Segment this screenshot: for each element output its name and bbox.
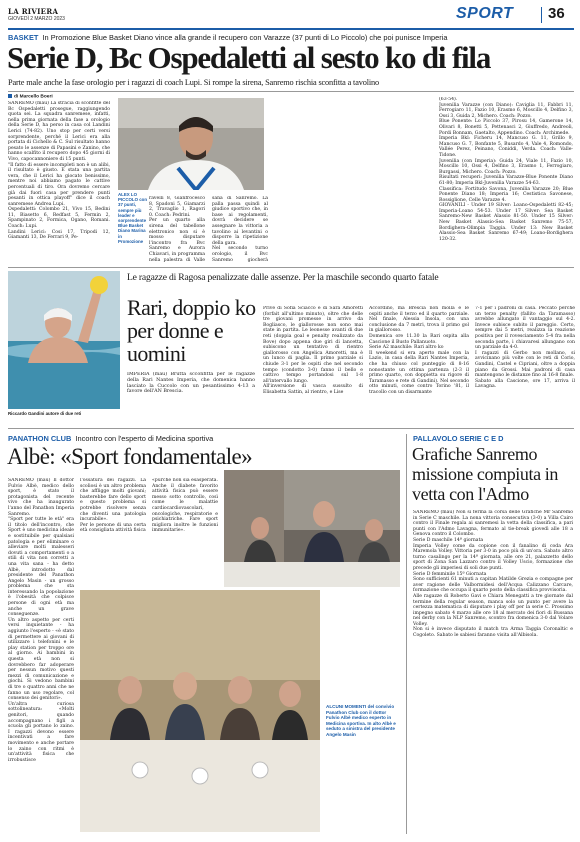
panathon-photo-caption: ALCUNI MOMENTI del convivio Panathon Club con il dottor Fulvio Albè medico esperto in Medicina sportiva. In alto Albè e seduto a sinistra del presidente Angelo Masin (326, 704, 396, 737)
pallavolo-kicker: PALLAVOLO SERIE C E D (413, 434, 504, 443)
panathon-col2: l'ossatura dei ragazzi. La scoliosi è un altro problema che affligge molti giovani; basterebbe fare dello sport e questo problema si potrebbe risolvere senza che diventi una patologia incurabile». Per le persone di una certa età consigliata attività fisica (80, 478, 146, 534)
top-col4: (63-54). Juvenilia Varazze (con Diano): Caviglia 11, Fabbri 11, Ferrogiaro 11, Fazio 10, Erasmo 6, Moscillo 4, Delfino 3, Ossi 3, Guida 2, Michero. Coach: Pozzo. Blue Ponente: Lo Piccolo 37, Pirosu 14, Gamerone 14, Olivari 8, Bonetti 5, Pettenasci 2, Giuffredo, Andreoli, Pordi Bonnam, Gaetalto, Appendino. Coach: Archimede. Imperia Bkl: Ficheru 14, Mancuso G. 11, Grillo 9, Mancuso G. 7, Bonfante 5, Busardo 4, Vale 4, Romondo, Vallée Perez, Peinano, Coniddi, Verda. Coach: Valle-Tidone. Juvenilia (con Imperia): Guida 24, Viale 11, Fazio 10, Moscillo 10, Ossi 4, Delfino 3, Erasmo 1, Ferrogiaro, Burgassi, Michero. Coach: Pozzo. Risultati recuperi: Juvenilia Varazze-Blue Ponente Diano 61-80; Imperia Bkl-Juvenilia Varazze 54-63. Classifica: Fortitudo Savona, Juvenilia Varazze 20; Blue Ponente Diano 18; Imperia 16; Cestistica Savonese, Rossiglione, Celle Varazze 4. GIOVANILI - Under 19 Silver: Loano-Ospedaletti 82-45; Imperia-Loano 54-53. Under 17 Silver: Sea Basket Sanremo-New Basket Alassio 81-50. Under 15 Silver: New Basket Alassio-Sea Basket Sanremo 75-57, Bordighera-Olimpia Taggia. Under 13: New Basket Alassio-Sea Basket Sanremo 67-49; Loano-Bordighera 120-32. (439, 97, 573, 242)
top-col3-start: sana di Sanremo. La palla passa quindi al giudice sportivo che, in base ai regolamenti, dovrà decidere se assegnare la vittoria a tavolino ai levantini o disporre la ripetizione della gara. Nel secondo turno orologio, il Bvc Sanremo giocherà (212, 196, 268, 262)
panathon-kicker (8, 434, 298, 443)
rari-bottom-rule (8, 428, 574, 429)
pallavolo-col1: SANREMO (mau) Non si ferma la corsa delle Grafiche Mr Sanremo in Serie C maschile. La nona vittoria consecutiva (3-0) a Villa Cairo contro il Finale regala ai sanremesi la vetta della classifica, a pari punti con l'Admo Lavagna, fermato al tie-break giovedì alle 18 a Genova contro il Colombo. Serie D maschile 14ª giornata Imperia Volley come da copione con il fanalino di coda Ara Maremola Volley. Vittoria per 3-0 in poco più di un'ora. Sabato altro turno casalingo per la 14ª giornata, alle ore 21, palazzetto dello sport di Zona San Lazzaro contro il Volley Uscio, formazione che precede gli imperiesi di soli due punti. Serie D femminile 15ª Giornata Sono sufficienti 61 minuti a capitan Matilde Grezia e compagne per aver ragione delle Valbormidesi dell'Acqua Calizzano Carcare, formazione che occupa il quarto posto della classifica provvisoria. Alle ragazze di Roberto Gavi e Chiara Menegatti a tre giornate dal termine della regular season, manca solo un punto per avere la certezza matematica di disputare i play off per la serie C. Prossimo impegno sabato 4 marzo alle ore 18 al mercato dei fiori di Bussana nel derby con la NLP Sanremo, scontro fra domenica 3-0 dal Volare Volley. Non si è invece disputato il match tra Arma Taggia Coronaltic e Cogoleto. Sabato le sabiesi faranno visita all'Albisola. (413, 510, 573, 639)
rari-col2: Accordino, ma Brescia non molla e le ospiti anche il terzo ed il quarto parziale. Nel finale, Alessia Insola, con una conclusione da 7 metri, trova il primo gol in giallorosso. Domenica ore 11.30 la Rari ospita alla Cascione il Busto Pallanuoto. Serie A2 maschile: Rari altro ko Il weekend si era aperto male con la Lazio, in casa della Rari Nantes Imperia, che ha chiuso col punteggio di 8-16 nonostante un ottima partenza (2-3 il primo quarto, con doppietta su rigore di Taramasso e rete di Gandini). Nel secondo otto minuti, come contro Torino '81, il tracollo con un disarmante (369, 306, 469, 395)
rari-headline: Rari, doppio ko per donne e uomini (127, 295, 256, 366)
byline-text: di Marcello Boeri (14, 94, 53, 100)
waterpolo-photo-svg (8, 271, 120, 409)
page-number: 36 (548, 5, 565, 22)
byline (8, 94, 53, 99)
top-kicker-label: BASKET (8, 33, 39, 42)
masthead-rule (8, 28, 574, 30)
rari-photo-player (8, 271, 120, 409)
panathon-col3: «purché non sia esasperata. Anche il diabete favorito attività fisica può essere messo sotto controllo, così come le malattie cardiocardiovascolari, oncologiche, respiratorie e psichiatriche. Fare sport migliora inoltre le funzioni immunitarie». (152, 478, 218, 534)
dinner-photo-svg (80, 590, 320, 832)
column-divider (406, 434, 407, 834)
top-kicker-text: In Promozione Blue Basket Diano vince alla grande il recupero con Varazze (37 punti di Lo Piccolo) che poi punisce Imperia (42, 33, 448, 42)
section-divider (541, 7, 542, 23)
top-subhead-rule (8, 91, 574, 92)
player-photo-svg (118, 98, 264, 190)
byline-marker (8, 94, 12, 98)
panathon-kicker-label: PANATHON CLUB (8, 434, 72, 443)
top-headline: Serie D, Bc Ospedaletti al sesto ko di fila (7, 40, 491, 75)
panathon-photo-speaker (224, 470, 400, 587)
rari-photo-caption: Riccardo Gandini autore di due reti (8, 411, 82, 416)
top-col1: SANREMO (mau) La stracia di sconfitte del Bc Ospedaletti prosegue, raggiungendo quota sei. La squadra sanremese, infatti, nella prima giornata della fase a orologio della Serie D, ha perso in casa col Landini Lerici (74-82). Uno stop per certi versi sorprendente, perché il Lerici era alla portata di Cichello & C. Sul risultato hanno pesato le assenze di Papasini e Zanino, che hanno scalfito il recupero dopo 45 giorni di Vivo, capocannoniere di 15 punti. "Il fatto di essere incompleti non è un alibi, il risultato è giusto. E stata una partita vera, che il Lerici ha giocato benissimo, mentre noi abbiamo pagato le cattive percentuali di tiro. Ora dovremo cercare già dai fuori casa per prendere punti pesanti in ottica playoff" dice il coach sanremese Andrea Lupi. Ospedaletti: Colombo 21, Vivo 15, Bedini 11, Biasetto 6, Redfast 5, Fermin 2, Spampinato 2, Formica, Ogano, Romani. Coach: Lupi. Landini Lerici: Cosi 17, Tripodi 12, Giamanti 13, De Ferrari 9, Pe- (8, 101, 110, 241)
panathon-col1: SANREMO (mau) Il dottor Fulvio Albè, medico dello sport, è stato il protagonista del recente vivo che ha inaugurato l'anno del Panathon Imperia Sanremo. "Sport per tutte le età" era il titolo dell'incontro, che Sport è uno medicina ideale e sostituibile per qualsiasi patologia e per eliminare o alleviare molti malesseri dovuti a comportamenti o a stili di vita non corretti a una vita sana - ha detto Albè, introdotto dal presidente del Panathon Angelo Masin - un grosso problema che sta interessando la popolazione è l'obesità che colpisce persone di ogni età ma anche un grave conseguenze. Un altro aspetto per certi versi inquietante - ha aggiunto l'esperto - «è stato di permettere ai giovani di utilizzare i telefonini e le play station per troppo ore al giorno. Ai bambini in questa età non si dovrebbero far adoperare per nessun motivo questi mezzi di comunicazione e giochi. Si vedono bambini di tre o quattro anni che ne fanno un uso regolare, col consenso dei genitori». Un'altra curiosa sottolineatura: «Molti genitori, quando accompagnano i figli a scuola gli portano lo zaino. I ragazzi devono essere incentivati a fare movimento e anche portare lo zaino con ritmi è un'attività fisica che irrobustisce (8, 478, 74, 763)
rari-col1: Prive di Sofia Sciacco e di Sara Amoretti (forfait all'ultimo minuto), oltre che delle tre giovani promesse in arrivo da Bogliasco, le giallorosse non sono mai state in partita. Le leonesse avanti di due reti (doppia goal e penalty realizzato da Bove) dopo appena due giri di lancetta, subiscono un tentativo di rientro giallorosso con Angelica Amoretti, ma è un lunco di paglia. Il primo parziale si chiude 3-1 per le ospiti che nel secondo tempo (condotto 3-0) fanno il bello e cattivo tempo portandosi sul 1-8 all'intervallo lungo. All'inversione di vasca sussulto di Elisabetta Sattin, al rientro, e Lise (263, 306, 363, 395)
rari-col3: 7-1 per i padroni di casa. Peccato perché un terzo penalty (fallito da Taramasso) avrebbe allungato il vantaggio sul 4-2. Invece subisce subito il pareggio. Certo, sempre dai 5 metri, realizza la reazione positiva per il rovesciamento 5-4 fra nella seconda parte, i chiavaresi allungano con un parziale da 4-0. I ragazzi di Gerbo non mollano, si avvicinano più volte con le reti di Corio, Gandini, Castel e Cipriani, oltre a doppia piano da Grossi. Mai padroni di casa mantengono le distanze fino al 16-8 finale. Sabato alla Cascione, ore 17, arriva il Lavagna. (475, 306, 575, 390)
rari-headline-bar: Le ragazze di Ragosa penalizzate dalle assenze. Per la maschile secondo quarto fatale (127, 272, 439, 283)
top-col2: ravelli 8, Gianfrocesco 8, Spadoni 5, Giamarzi 2, Travaglio 1, Ragori 0. Coach: Pedrini. Per un quarto alla sirena del tabellone elettronico non si è mosso disputare l'incontro fra Bvc Sanremo e Aurora Chiavari, in programma nella palestra di Valle (149, 196, 205, 262)
top-bottom-rule (8, 267, 574, 268)
top-col3-cont (274, 97, 432, 263)
top-photo-caption: ALEX LO PICCOLO con 37 punti, sempre più leader e sorprendente Blue Basket Diano Marina in Promozione (118, 192, 148, 244)
masthead-date: GIOVEDÌ 2 MARZO 2023 (8, 16, 65, 22)
panathon-photo-dinner (80, 590, 320, 832)
masthead (8, 6, 574, 30)
speaker-photo-svg (224, 470, 400, 587)
masthead-logo: LA RIVIERA (8, 7, 59, 16)
top-subhead: Parte male anche la fase orologio per i ragazzi di coach Lupi. Si rompe la sirena, Sanremo rischia sconfitta a tavolino (8, 78, 380, 87)
section-name: SPORT (456, 5, 514, 22)
pallavolo-headline: Grafiche Sanremo missione compiuta in vetta con l'Admo (412, 444, 558, 504)
top-photo-player (118, 98, 264, 190)
panathon-kicker-text: Incontro con l'esperto di Medicina sportiva (75, 434, 214, 443)
panathon-headline: Albè: «Sport fondamentale» (7, 444, 253, 469)
rari-lead: IMPERIA (mau) Brutta scconfitta per le ragazze della Rari Nantes Imperia, che domenica hanno lasciato la Cuccolo con un pesantissimo 4-13 a favore dell'AN Brescia. (127, 372, 255, 395)
